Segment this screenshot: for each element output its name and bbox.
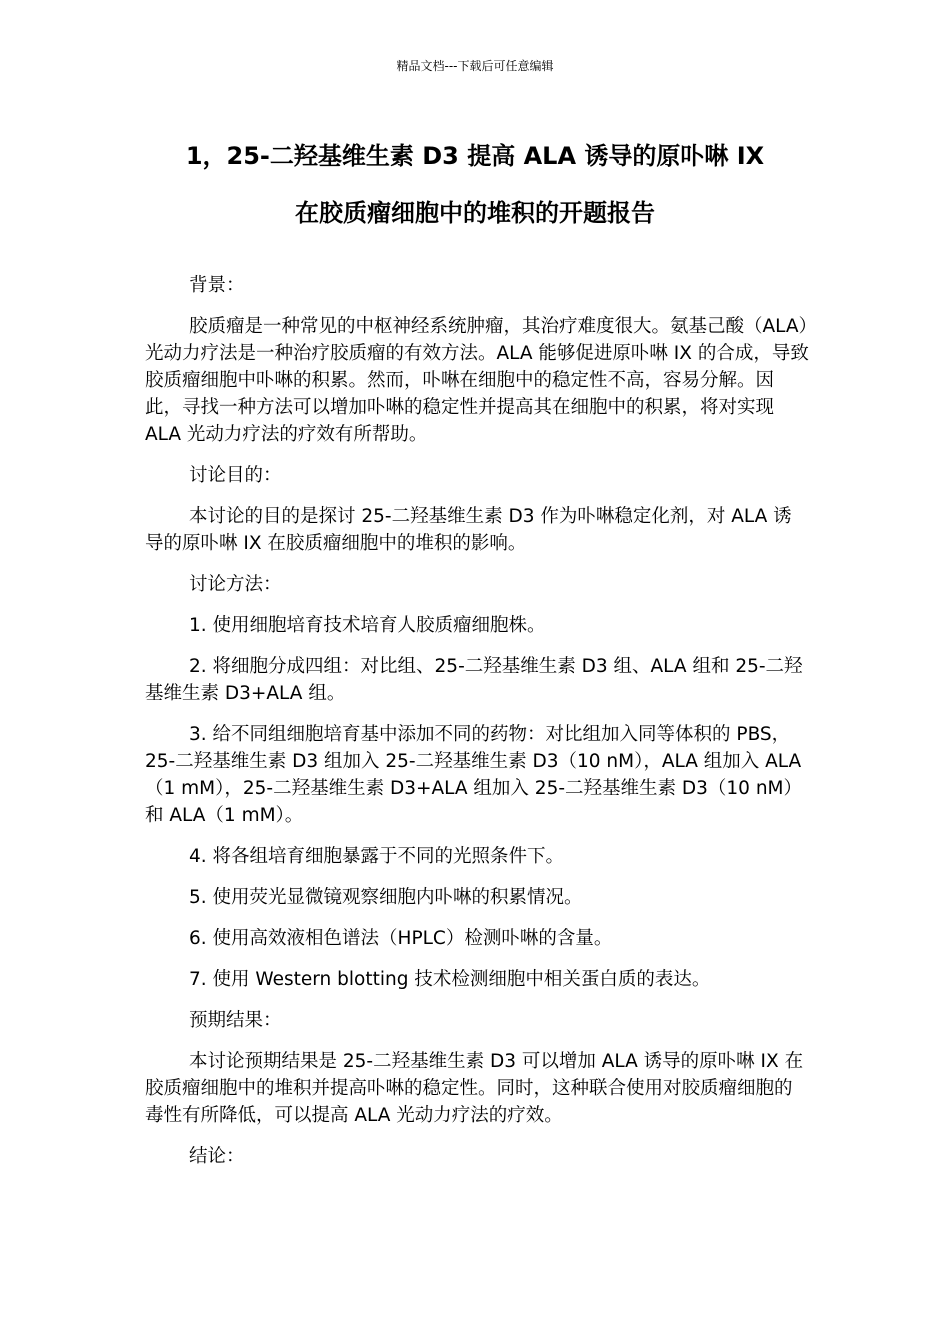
method-item-4: 4. 将各组培育细胞暴露于不同的光照条件下。 [189, 846, 565, 867]
method-item-7: 7. 使用 Western blotting 技术检测细胞中相关蛋白质的表达。 [189, 969, 711, 990]
method-item-2: 2. 将细胞分成四组：对比组、25-二羟基维生素 D3 组、ALA 组和 25-二羟基维生素 D3+ALA 组。 [145, 656, 803, 704]
section-heading-background: 背景： [189, 275, 245, 296]
method-item-1: 1. 使用细胞培育技术培育人胶质瘤细胞株。 [189, 615, 546, 636]
method-item-5: 5. 使用荧光显微镜观察细胞内卟啉的积累情况。 [189, 887, 583, 908]
paragraph-purpose: 本讨论的目的是探讨 25-二羟基维生素 D3 作为卟啉稳定化剂，对 ALA 诱导的原卟啉 IX 在胶质瘤细胞中的堆积的影响。 [145, 506, 792, 554]
page-header: 精品文档---下载后可任意编辑 [396, 59, 554, 73]
document-title-line-1: 1，25-二羟基维生素 D3 提高 ALA 诱导的原卟啉 IX [185, 142, 765, 170]
paragraph-expected: 本讨论预期结果是 25-二羟基维生素 D3 可以增加 ALA 诱导的原卟啉 IX 在胶质瘤细胞中的堆积并提高卟啉的稳定性。同时，这种联合使用对胶质瘤细胞的毒性有所降低，可以提高 ALA 光动力疗法的疗效。 [145, 1051, 804, 1126]
document-title-line-2: 在胶质瘤细胞中的堆积的开题报告 [295, 199, 655, 227]
document-body [145, 272, 810, 1184]
method-item-6: 6. 使用高效液相色谱法（HPLC）检测卟啉的含量。 [189, 928, 613, 949]
method-item-3: 3. 给不同组细胞培育基中添加不同的药物：对比组加入同等体积的 PBS，25-二羟基维生素 D3 组加入 25-二羟基维生素 D3（10 nM），ALA 组加入 ALA（1 mM），25-二羟基维生素 D3+ALA 组加入 25-二羟基维生素 D3（10 nM）和 ALA（1 mM）。 [145, 724, 803, 826]
section-heading-purpose: 讨论目的： [189, 465, 282, 486]
section-heading-conclusion: 结论： [189, 1146, 245, 1167]
section-heading-expected: 预期结果： [189, 1010, 282, 1031]
section-heading-methods: 讨论方法： [189, 574, 282, 595]
paragraph-background: 胶质瘤是一种常见的中枢神经系统肿瘤，其治疗难度很大。氨基己酸（ALA）光动力疗法是一种治疗胶质瘤的有效方法。ALA 能够促进原卟啉 IX 的合成，导致胶质瘤细胞中卟啉的积累。然而，卟啉在细胞中的稳定性不高，容易分解。因此，寻找一种方法可以增加卟啉的稳定性并提高其在细胞中的积累，将对实现 ALA 光动力疗法的疗效有所帮助。 [145, 316, 809, 445]
